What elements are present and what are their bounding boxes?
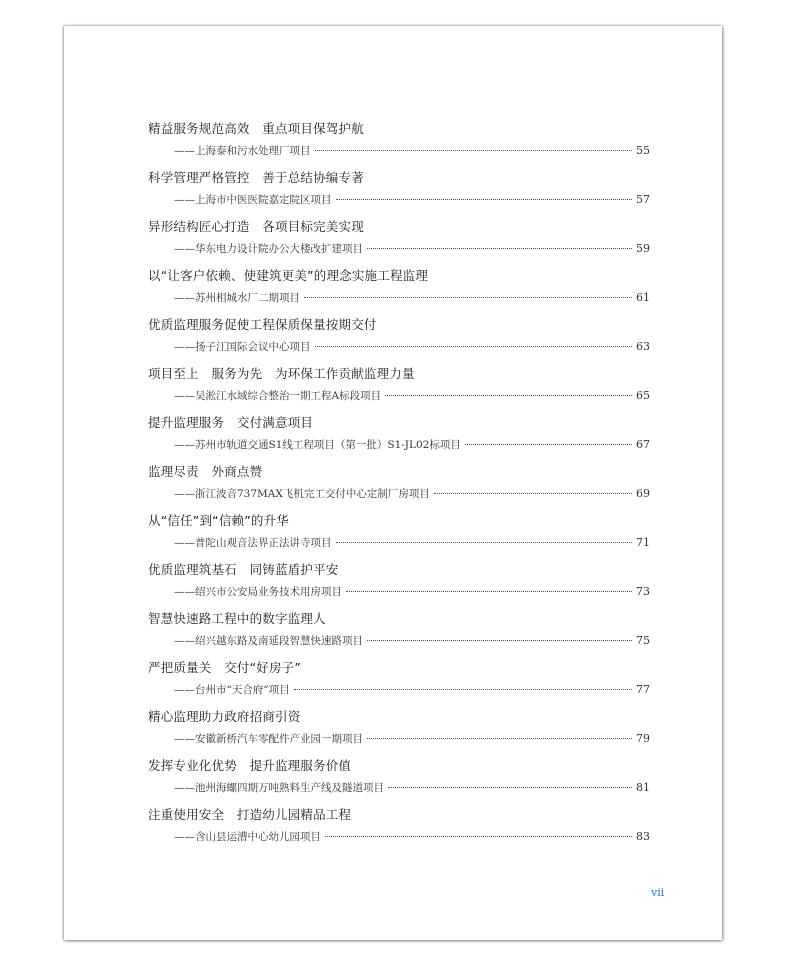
dot-leader bbox=[367, 248, 632, 249]
toc-page-number: 79 bbox=[636, 732, 650, 745]
toc-entry bbox=[148, 118, 650, 167]
toc-page-number: 83 bbox=[636, 830, 650, 843]
toc-entry-subtitle-row bbox=[148, 336, 650, 358]
toc-entry-title: 提升监理服务 交付满意项目 bbox=[148, 415, 314, 430]
toc-entry-title: 以“让客户依赖、使建筑更美”的理念实施工程监理 bbox=[148, 268, 429, 283]
toc-entry-title: 严把质量关 交付“好房子” bbox=[148, 660, 302, 675]
toc-entry-title: 从“信任”到“信赖”的升华 bbox=[148, 513, 290, 528]
toc-page-number: 61 bbox=[636, 291, 650, 304]
toc-entry-subtitle-row bbox=[148, 189, 650, 211]
toc-entry-subtitle: ——绍兴市公安局业务技术用房项目 bbox=[174, 586, 342, 598]
toc-entry-subtitle-row bbox=[148, 777, 650, 799]
toc-page-number: 55 bbox=[636, 144, 650, 157]
dot-leader bbox=[294, 689, 632, 690]
dot-leader bbox=[346, 591, 632, 592]
toc-entry-subtitle-row bbox=[148, 140, 650, 162]
toc-entry bbox=[148, 608, 650, 657]
toc-entry-title: 精心监理助力政府招商引资 bbox=[148, 709, 301, 724]
toc-entry-subtitle: ——吴淞江水域综合整治一期工程A标段项目 bbox=[174, 390, 382, 402]
toc-page-number: 59 bbox=[636, 242, 650, 255]
dot-leader bbox=[367, 738, 632, 739]
toc-entry-title: 项目至上 服务为先 为环保工作贡献监理力量 bbox=[148, 366, 415, 381]
toc-entry-subtitle: ——苏州相城水厂二期项目 bbox=[174, 292, 300, 304]
toc-entry-subtitle: ——浙江波音737MAX飞机完工交付中心定制厂房项目 bbox=[174, 488, 430, 500]
toc-entry-subtitle-row bbox=[148, 630, 650, 652]
toc-entry-subtitle: ——含山县运漕中心幼儿园项目 bbox=[174, 831, 321, 843]
toc-entry-subtitle-row bbox=[148, 532, 650, 554]
toc-page-number: 67 bbox=[636, 438, 650, 451]
toc-entry-subtitle: ——上海市中医医院嘉定院区项目 bbox=[174, 194, 332, 206]
toc-entry-subtitle-row bbox=[148, 287, 650, 309]
toc-entry-subtitle-row bbox=[148, 679, 650, 701]
toc-entry-subtitle: ——上海泰和污水处理厂项目 bbox=[174, 145, 311, 157]
toc-entry bbox=[148, 412, 650, 461]
toc-entry-subtitle: ——普陀山观音法界正法讲寺项目 bbox=[174, 537, 332, 549]
toc-entry bbox=[148, 314, 650, 363]
table-of-contents bbox=[148, 118, 650, 853]
toc-entry-title: 智慧快速路工程中的数字监理人 bbox=[148, 611, 326, 626]
toc-entry bbox=[148, 657, 650, 706]
toc-page-number: 69 bbox=[636, 487, 650, 500]
toc-entry bbox=[148, 706, 650, 755]
toc-page-number: 81 bbox=[636, 781, 650, 794]
dot-leader bbox=[385, 395, 632, 396]
toc-entry-subtitle-row bbox=[148, 483, 650, 505]
toc-page-number: 75 bbox=[636, 634, 650, 647]
toc-entry bbox=[148, 510, 650, 559]
dot-leader bbox=[304, 297, 632, 298]
toc-entry bbox=[148, 265, 650, 314]
toc-entry-title: 发挥专业化优势 提升监理服务价值 bbox=[148, 758, 352, 773]
toc-page-number: 77 bbox=[636, 683, 650, 696]
toc-entry-title: 优质监理服务促使工程保质保量按期交付 bbox=[148, 317, 377, 332]
toc-entry-title: 优质监理筑基石 同铸蓝盾护平安 bbox=[148, 562, 339, 577]
toc-page-number: 73 bbox=[636, 585, 650, 598]
toc-entry bbox=[148, 559, 650, 608]
toc-entry-subtitle-row bbox=[148, 385, 650, 407]
toc-page-number: 65 bbox=[636, 389, 650, 402]
dot-leader bbox=[315, 150, 633, 151]
toc-entry-title: 精益服务规范高效 重点项目保驾护航 bbox=[148, 121, 364, 136]
dot-leader bbox=[336, 542, 633, 543]
toc-entry-subtitle: ——台州市“天合府”项目 bbox=[174, 684, 290, 696]
toc-entry bbox=[148, 216, 650, 265]
toc-entry-subtitle-row bbox=[148, 826, 650, 848]
dot-leader bbox=[465, 444, 632, 445]
toc-page-number: 63 bbox=[636, 340, 650, 353]
toc-entry-subtitle: ——华东电力设计院办公大楼改扩建项目 bbox=[174, 243, 363, 255]
toc-page-number: 57 bbox=[636, 193, 650, 206]
toc-entry-subtitle-row bbox=[148, 434, 650, 456]
toc-entry-subtitle: ——安徽新桥汽车零配件产业园一期项目 bbox=[174, 733, 363, 745]
dot-leader bbox=[367, 640, 632, 641]
dot-leader bbox=[325, 836, 632, 837]
toc-entry-title: 科学管理严格管控 善于总结协编专著 bbox=[148, 170, 364, 185]
dot-leader bbox=[315, 346, 633, 347]
toc-entry-subtitle: ——苏州市轨道交通S1线工程项目（第一批）S1-JL02标项目 bbox=[174, 439, 461, 451]
toc-entry bbox=[148, 363, 650, 412]
toc-entry bbox=[148, 804, 650, 853]
toc-entry-title: 监理尽责 外商点赞 bbox=[148, 464, 263, 479]
dot-leader bbox=[434, 493, 632, 494]
toc-entry-subtitle-row bbox=[148, 238, 650, 260]
toc-entry-title: 注重使用安全 打造幼儿园精品工程 bbox=[148, 807, 352, 822]
page-folio: vii bbox=[651, 886, 665, 899]
toc-entry-subtitle-row bbox=[148, 728, 650, 750]
toc-entry-subtitle: ——绍兴越东路及南延段智慧快速路项目 bbox=[174, 635, 363, 647]
toc-entry bbox=[148, 167, 650, 216]
toc-entry bbox=[148, 461, 650, 510]
toc-entry-subtitle: ——扬子江国际会议中心项目 bbox=[174, 341, 311, 353]
toc-entry-subtitle: ——池州海螺四期万吨熟料生产线及隧道项目 bbox=[174, 782, 384, 794]
toc-entry-title: 异形结构匠心打造 各项目标完美实现 bbox=[148, 219, 364, 234]
toc-entry bbox=[148, 755, 650, 804]
toc-entry-subtitle-row bbox=[148, 581, 650, 603]
dot-leader bbox=[388, 787, 632, 788]
dot-leader bbox=[336, 199, 633, 200]
toc-page-number: 71 bbox=[636, 536, 650, 549]
